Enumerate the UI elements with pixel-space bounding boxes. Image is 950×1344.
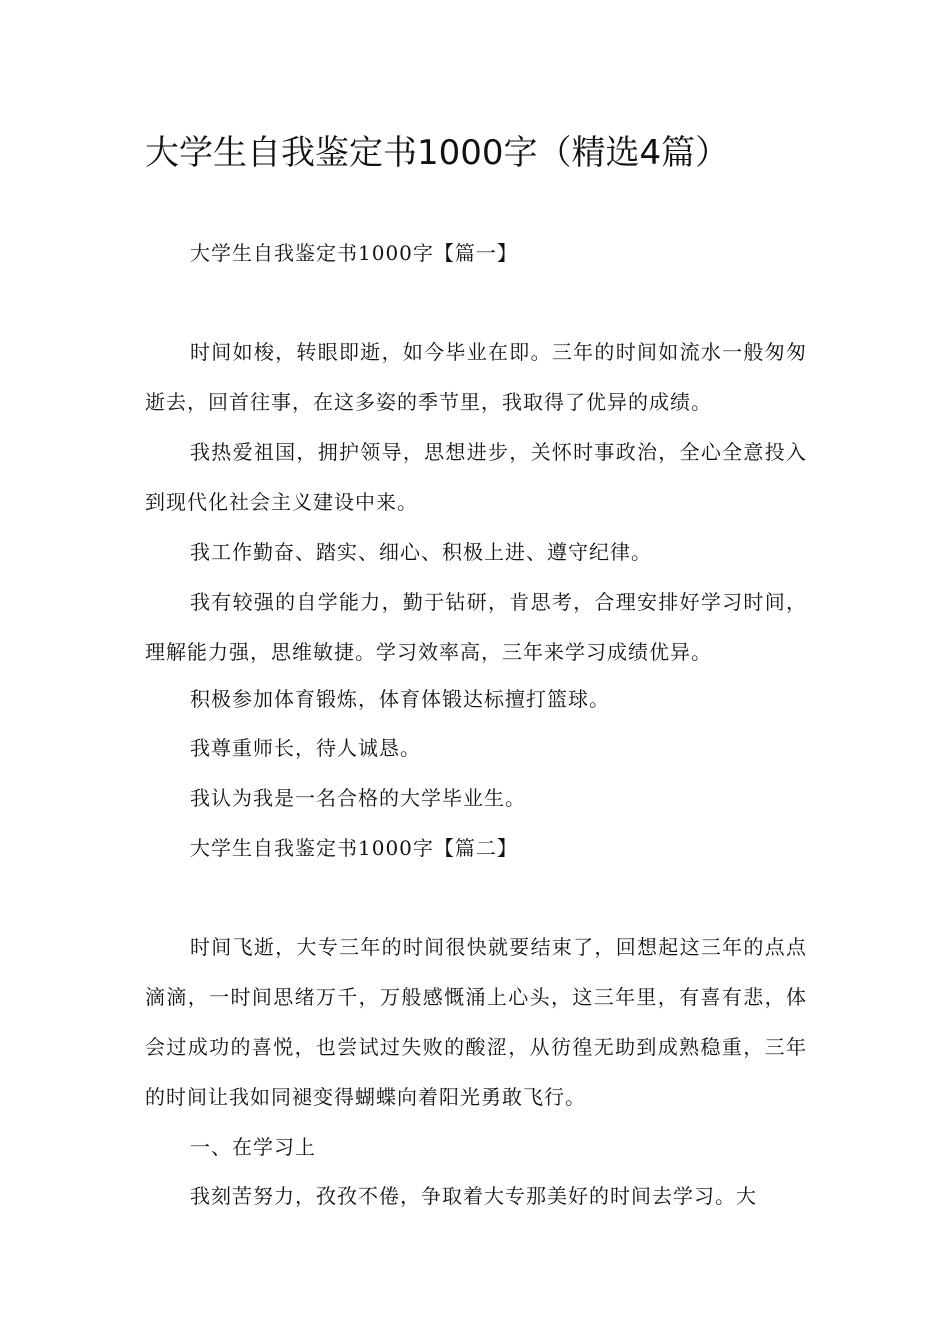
paragraph: 我尊重师长，待人诚恳。 <box>190 736 421 760</box>
subsection-heading: 一、在学习上 <box>190 1135 316 1159</box>
paragraph: 我工作勤奋、踏实、细心、积极上进、遵守纪律。 <box>190 540 652 564</box>
section-heading-part-two: 大学生自我鉴定书1000字【篇二】 <box>190 836 518 860</box>
paragraph: 我认为我是一名合格的大学毕业生。 <box>190 786 526 810</box>
paragraph: 我热爱祖国，拥护领导，思想进步，关怀时事政治，全心全意投入到现代化社会主义建设中来。 <box>145 440 807 514</box>
paragraph: 时间飞逝，大专三年的时间很快就要结束了，回想起这三年的点点滴滴，一时间思绪万千，万般感慨涌上心头，这三年里，有喜有悲，体会过成功的喜悦，也尝试过失败的酸涩，从彷徨无助到成熟稳重，三年的时间让我如同褪变得蝴蝶向着阳光勇敢飞行。 <box>145 935 807 1109</box>
paragraph: 我有较强的自学能力，勤于钻研，肯思考，合理安排好学习时间，理解能力强，思维敏捷。学习效率高，三年来学习成绩优异。 <box>145 590 807 664</box>
document-title: 大学生自我鉴定书1000字（精选4篇） <box>145 133 730 173</box>
paragraph: 时间如梭，转眼即逝，如今毕业在即。三年的时间如流水一般匆匆逝去，回首往事，在这多姿的季节里，我取得了优异的成绩。 <box>145 340 807 414</box>
paragraph: 积极参加体育锻炼，体育体锻达标擅打篮球。 <box>190 687 610 711</box>
section-heading-part-one: 大学生自我鉴定书1000字【篇一】 <box>190 241 518 265</box>
paragraph: 我刻苦努力，孜孜不倦，争取着大专那美好的时间去学习。大 <box>190 1184 757 1208</box>
